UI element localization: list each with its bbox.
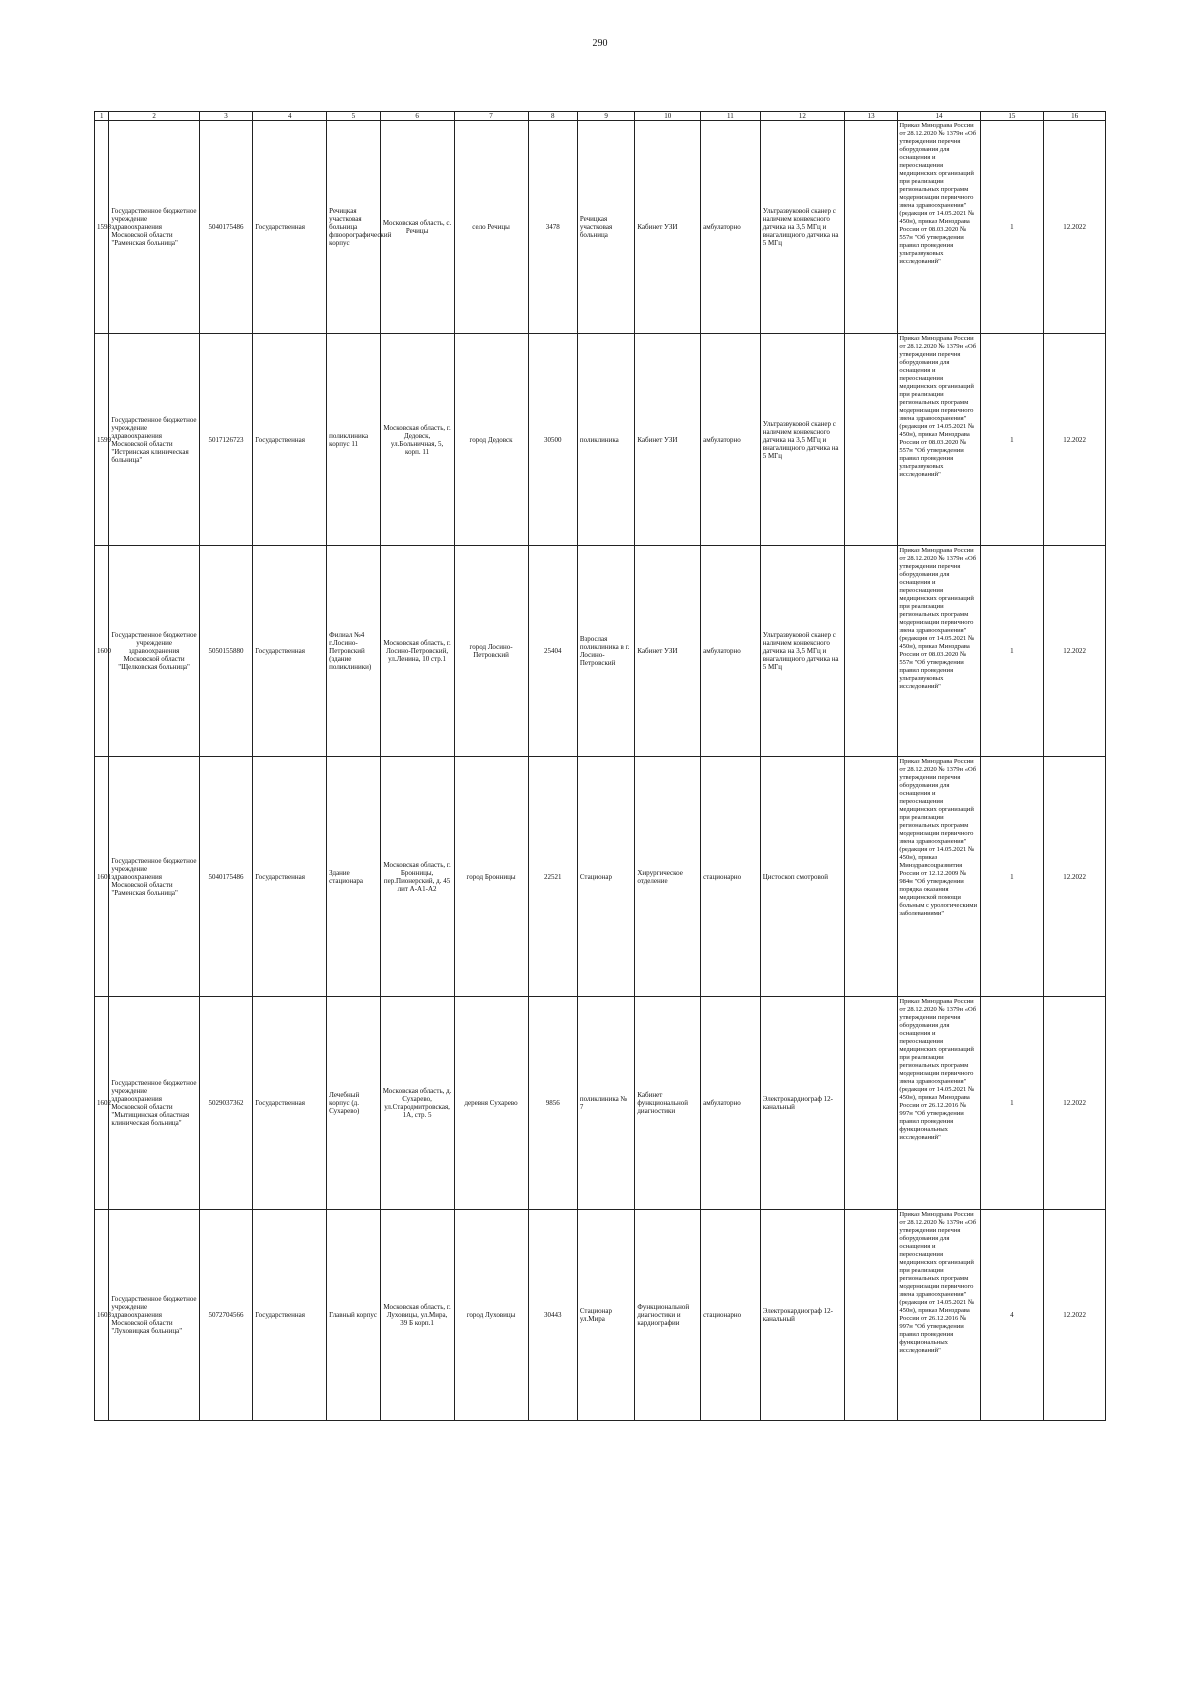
building: Речицкая участковая больница флюорографический корпус: [327, 121, 380, 334]
table-row: [95, 334, 1106, 546]
equipment: Электрокардиограф 12-канальный: [760, 1210, 844, 1421]
legal-basis-text: Приказ Минздрава России от 28.12.2020 № 1379н «Об утверждении перечня оборудования для оснащения и переоснащения медицинских организаций при реализации региональных программ модернизации первичного звена здравоохранения"(редакция от 14.05.2021 № 450н), приказ Минздрава России от 08.03.2020 № 557н "Об утверждении правил проведения ультразвуковых исследований": [899, 335, 977, 478]
table-row: [95, 121, 1106, 334]
care-type: стационарно: [701, 1210, 761, 1421]
equipment: Ультразвуковой сканер с наличием конвексного датчика на 3,5 МГц и внагалищного датчика на 5 МГц: [760, 334, 844, 546]
header-row: [95, 112, 1106, 121]
header-cell: 8: [528, 112, 577, 121]
unit: поликлиника № 7: [577, 997, 635, 1210]
legal-basis-text: Приказ Минздрава России от 28.12.2020 № 1379н «Об утверждении перечня оборудования для оснащения и переоснащения медицинских организаций при реализации региональных программ модернизации первичного звена здравоохранения"(редакция от 14.05.2021 № 450н), приказ Минздрава России от 08.03.2020 № 557н "Об утверждении правил проведения ультразвуковых исследований": [899, 547, 977, 690]
row-number: 1598: [95, 121, 109, 334]
room: Кабинет УЗИ: [635, 121, 701, 334]
column-13: [844, 334, 897, 546]
quantity: 1: [980, 121, 1044, 334]
care-type: амбулаторно: [701, 334, 761, 546]
settlement: город Лосино-Петровский: [454, 546, 528, 757]
header-cell: 4: [253, 112, 327, 121]
row-number: 1599: [95, 334, 109, 546]
row-number: 1603: [95, 1210, 109, 1421]
header-cell: 7: [454, 112, 528, 121]
settlement: город Луховицы: [454, 1210, 528, 1421]
room: Кабинет УЗИ: [635, 546, 701, 757]
legal-basis-text: Приказ Минздрава России от 28.12.2020 № 1379н «Об утверждении перечня оборудования для оснащения и переоснащения медицинских организаций при реализации региональных программ модернизации первичного звена здравоохранения"(редакция от 14.05.2021 № 450н), приказ Минздрава России от 26.12.2016 № 997н "Об утверждении правил проведения функциональных исследований": [899, 998, 977, 1141]
header-cell: 15: [980, 112, 1044, 121]
column-13: [844, 546, 897, 757]
due-date: 12.2022: [1044, 334, 1106, 546]
legal-basis: [898, 997, 980, 1210]
legal-basis-text: Приказ Минздрава России от 28.12.2020 № 1379н «Об утверждении перечня оборудования для оснащения и переоснащения медицинских организаций при реализации региональных программ модернизации первичного звена здравоохранения"(редакция от 14.05.2021 № 450н), приказ Минздрава России от 26.12.2016 № 997н "Об утверждении правил проведения функциональных исследований": [899, 1211, 977, 1354]
room: Кабинет УЗИ: [635, 334, 701, 546]
quantity: 4: [980, 1210, 1044, 1421]
equipment: Ультразвуковой сканер с наличием конвексного датчика на 3,5 МГц и внагалищного датчика на 5 МГц: [760, 546, 844, 757]
header-cell: 11: [701, 112, 761, 121]
header-cell: 13: [844, 112, 897, 121]
inn: 5072704566: [199, 1210, 252, 1421]
unit: Стационар ул.Мира: [577, 1210, 635, 1421]
due-date: 12.2022: [1044, 121, 1106, 334]
ownership-form: Государственная: [253, 1210, 327, 1421]
population: 30500: [528, 334, 577, 546]
legal-basis: [898, 334, 980, 546]
header-cell: 1: [95, 112, 109, 121]
population: 25404: [528, 546, 577, 757]
header-cell: 9: [577, 112, 635, 121]
legal-basis: [898, 1210, 980, 1421]
ownership-form: Государственная: [253, 757, 327, 997]
equipment: Ультразвуковой сканер с наличием конвексного датчика на 3,5 МГц и внагалищного датчика на 5 МГц: [760, 121, 844, 334]
due-date: 12.2022: [1044, 757, 1106, 997]
settlement: город Дедовск: [454, 334, 528, 546]
ownership-form: Государственная: [253, 334, 327, 546]
address: Московская область, с. Речицы: [380, 121, 454, 334]
row-number: 1600: [95, 546, 109, 757]
address: Московская область, г. Бронницы, пер.Пионерский, д. 45 лит А-А1-А2: [380, 757, 454, 997]
page-number: 290: [592, 38, 608, 49]
header-cell: 3: [199, 112, 252, 121]
settlement: город Бронницы: [454, 757, 528, 997]
population: 3478: [528, 121, 577, 334]
quantity: 1: [980, 757, 1044, 997]
header-cell: 14: [898, 112, 980, 121]
row-number: 1602: [95, 997, 109, 1210]
ownership-form: Государственная: [253, 546, 327, 757]
organization-name: Государственное бюджетное учреждение здравоохранения Московской области "Луховицкая больница": [109, 1210, 199, 1421]
building: Главный корпус: [327, 1210, 380, 1421]
table-row: [95, 757, 1106, 997]
header-cell: 16: [1044, 112, 1106, 121]
quantity: 1: [980, 546, 1044, 757]
room: Хирургическое отделение: [635, 757, 701, 997]
care-type: амбулаторно: [701, 121, 761, 334]
unit: поликлиника: [577, 334, 635, 546]
inn: 5040175486: [199, 121, 252, 334]
population: 22521: [528, 757, 577, 997]
due-date: 12.2022: [1044, 1210, 1106, 1421]
address: Московская область, г. Луховицы, ул.Мира, 39 Б корп.1: [380, 1210, 454, 1421]
quantity: 1: [980, 334, 1044, 546]
unit: Стационар: [577, 757, 635, 997]
address: Московская область, г. Лосино-Петровский, ул.Ленина, 10 стр.1: [380, 546, 454, 757]
row-number: 1601: [95, 757, 109, 997]
address: Московская область, д. Сухарево, ул.Стародмитровская, 1А, стр. 5: [380, 997, 454, 1210]
ownership-form: Государственная: [253, 121, 327, 334]
legal-basis: [898, 757, 980, 997]
care-type: амбулаторно: [701, 546, 761, 757]
table-row: [95, 1210, 1106, 1421]
address: Московская область, г. Дедовск, ул.Больничная, 5, корп. 11: [380, 334, 454, 546]
table-row: [95, 546, 1106, 757]
quantity: 1: [980, 997, 1044, 1210]
unit: Взрослая поликлиника в г. Лосино-Петровский: [577, 546, 635, 757]
building: Филиал №4 г.Лосино-Петровский (здание поликлиники): [327, 546, 380, 757]
column-13: [844, 1210, 897, 1421]
header-cell: 12: [760, 112, 844, 121]
due-date: 12.2022: [1044, 546, 1106, 757]
inn: 5040175486: [199, 757, 252, 997]
equipment: Цистоскоп смотровой: [760, 757, 844, 997]
unit: Речицкая участковая больница: [577, 121, 635, 334]
population: 9856: [528, 997, 577, 1210]
header-cell: 2: [109, 112, 199, 121]
organization-name: Государственное бюджетное учреждение здравоохранения Московской области "Истринская клиническая больница": [109, 334, 199, 546]
legal-basis-text: Приказ Минздрава России от 28.12.2020 № 1379н «Об утверждении перечня оборудования для оснащения и переоснащения медицинских организаций при реализации региональных программ модернизации первичного звена здравоохранения"(редакция от 14.05.2021 № 450н), приказ Минздравсоцразвития России от 12.12.2009 № 984н "Об утверждении порядка оказания медицинской помощи больным с урологическими заболеваниями": [899, 758, 977, 917]
organization-name: Государственное бюджетное учреждение здравоохранения Московской области "Мытищинская областная клиническая больница": [109, 997, 199, 1210]
table-row: [95, 997, 1106, 1210]
inn: 5050155880: [199, 546, 252, 757]
ownership-form: Государственная: [253, 997, 327, 1210]
header-cell: 6: [380, 112, 454, 121]
care-type: амбулаторно: [701, 997, 761, 1210]
building: Лечебный корпус (д. Сухарево): [327, 997, 380, 1210]
room: Кабинет функциональной диагностики: [635, 997, 701, 1210]
inn: 5029037362: [199, 997, 252, 1210]
equipment-table: [94, 111, 1106, 1421]
organization-name: Государственное бюджетное учреждение здравоохранения Московской области "Раменская больница": [109, 121, 199, 334]
organization-name: Государственное бюджетное учреждение здравоохранения Московской области "Раменская больница": [109, 757, 199, 997]
population: 30443: [528, 1210, 577, 1421]
equipment: Электрокардиограф 12-канальный: [760, 997, 844, 1210]
settlement: село Речицы: [454, 121, 528, 334]
inn: 5017126723: [199, 334, 252, 546]
column-13: [844, 757, 897, 997]
legal-basis-text: Приказ Минздрава России от 28.12.2020 № 1379н «Об утверждении перечня оборудования для оснащения и переоснащения медицинских организаций при реализации региональных программ модернизации первичного звена здравоохранения"(редакция от 14.05.2021 № 450н), приказ Минздрава России от 08.03.2020 № 557н "Об утверждении правил проведения ультразвуковых исследований": [899, 122, 977, 265]
header-cell: 5: [327, 112, 380, 121]
care-type: стационарно: [701, 757, 761, 997]
legal-basis: [898, 546, 980, 757]
column-13: [844, 997, 897, 1210]
column-13: [844, 121, 897, 334]
legal-basis: [898, 121, 980, 334]
header-cell: 10: [635, 112, 701, 121]
due-date: 12.2022: [1044, 997, 1106, 1210]
settlement: деревня Сухарево: [454, 997, 528, 1210]
organization-name: Государственное бюджетное учреждение здравоохранения Московской области "Щелковская больница": [109, 546, 199, 757]
building: поликлиника корпус 11: [327, 334, 380, 546]
room: Функциональной диагностики и кардиографии: [635, 1210, 701, 1421]
building: Здание стационара: [327, 757, 380, 997]
